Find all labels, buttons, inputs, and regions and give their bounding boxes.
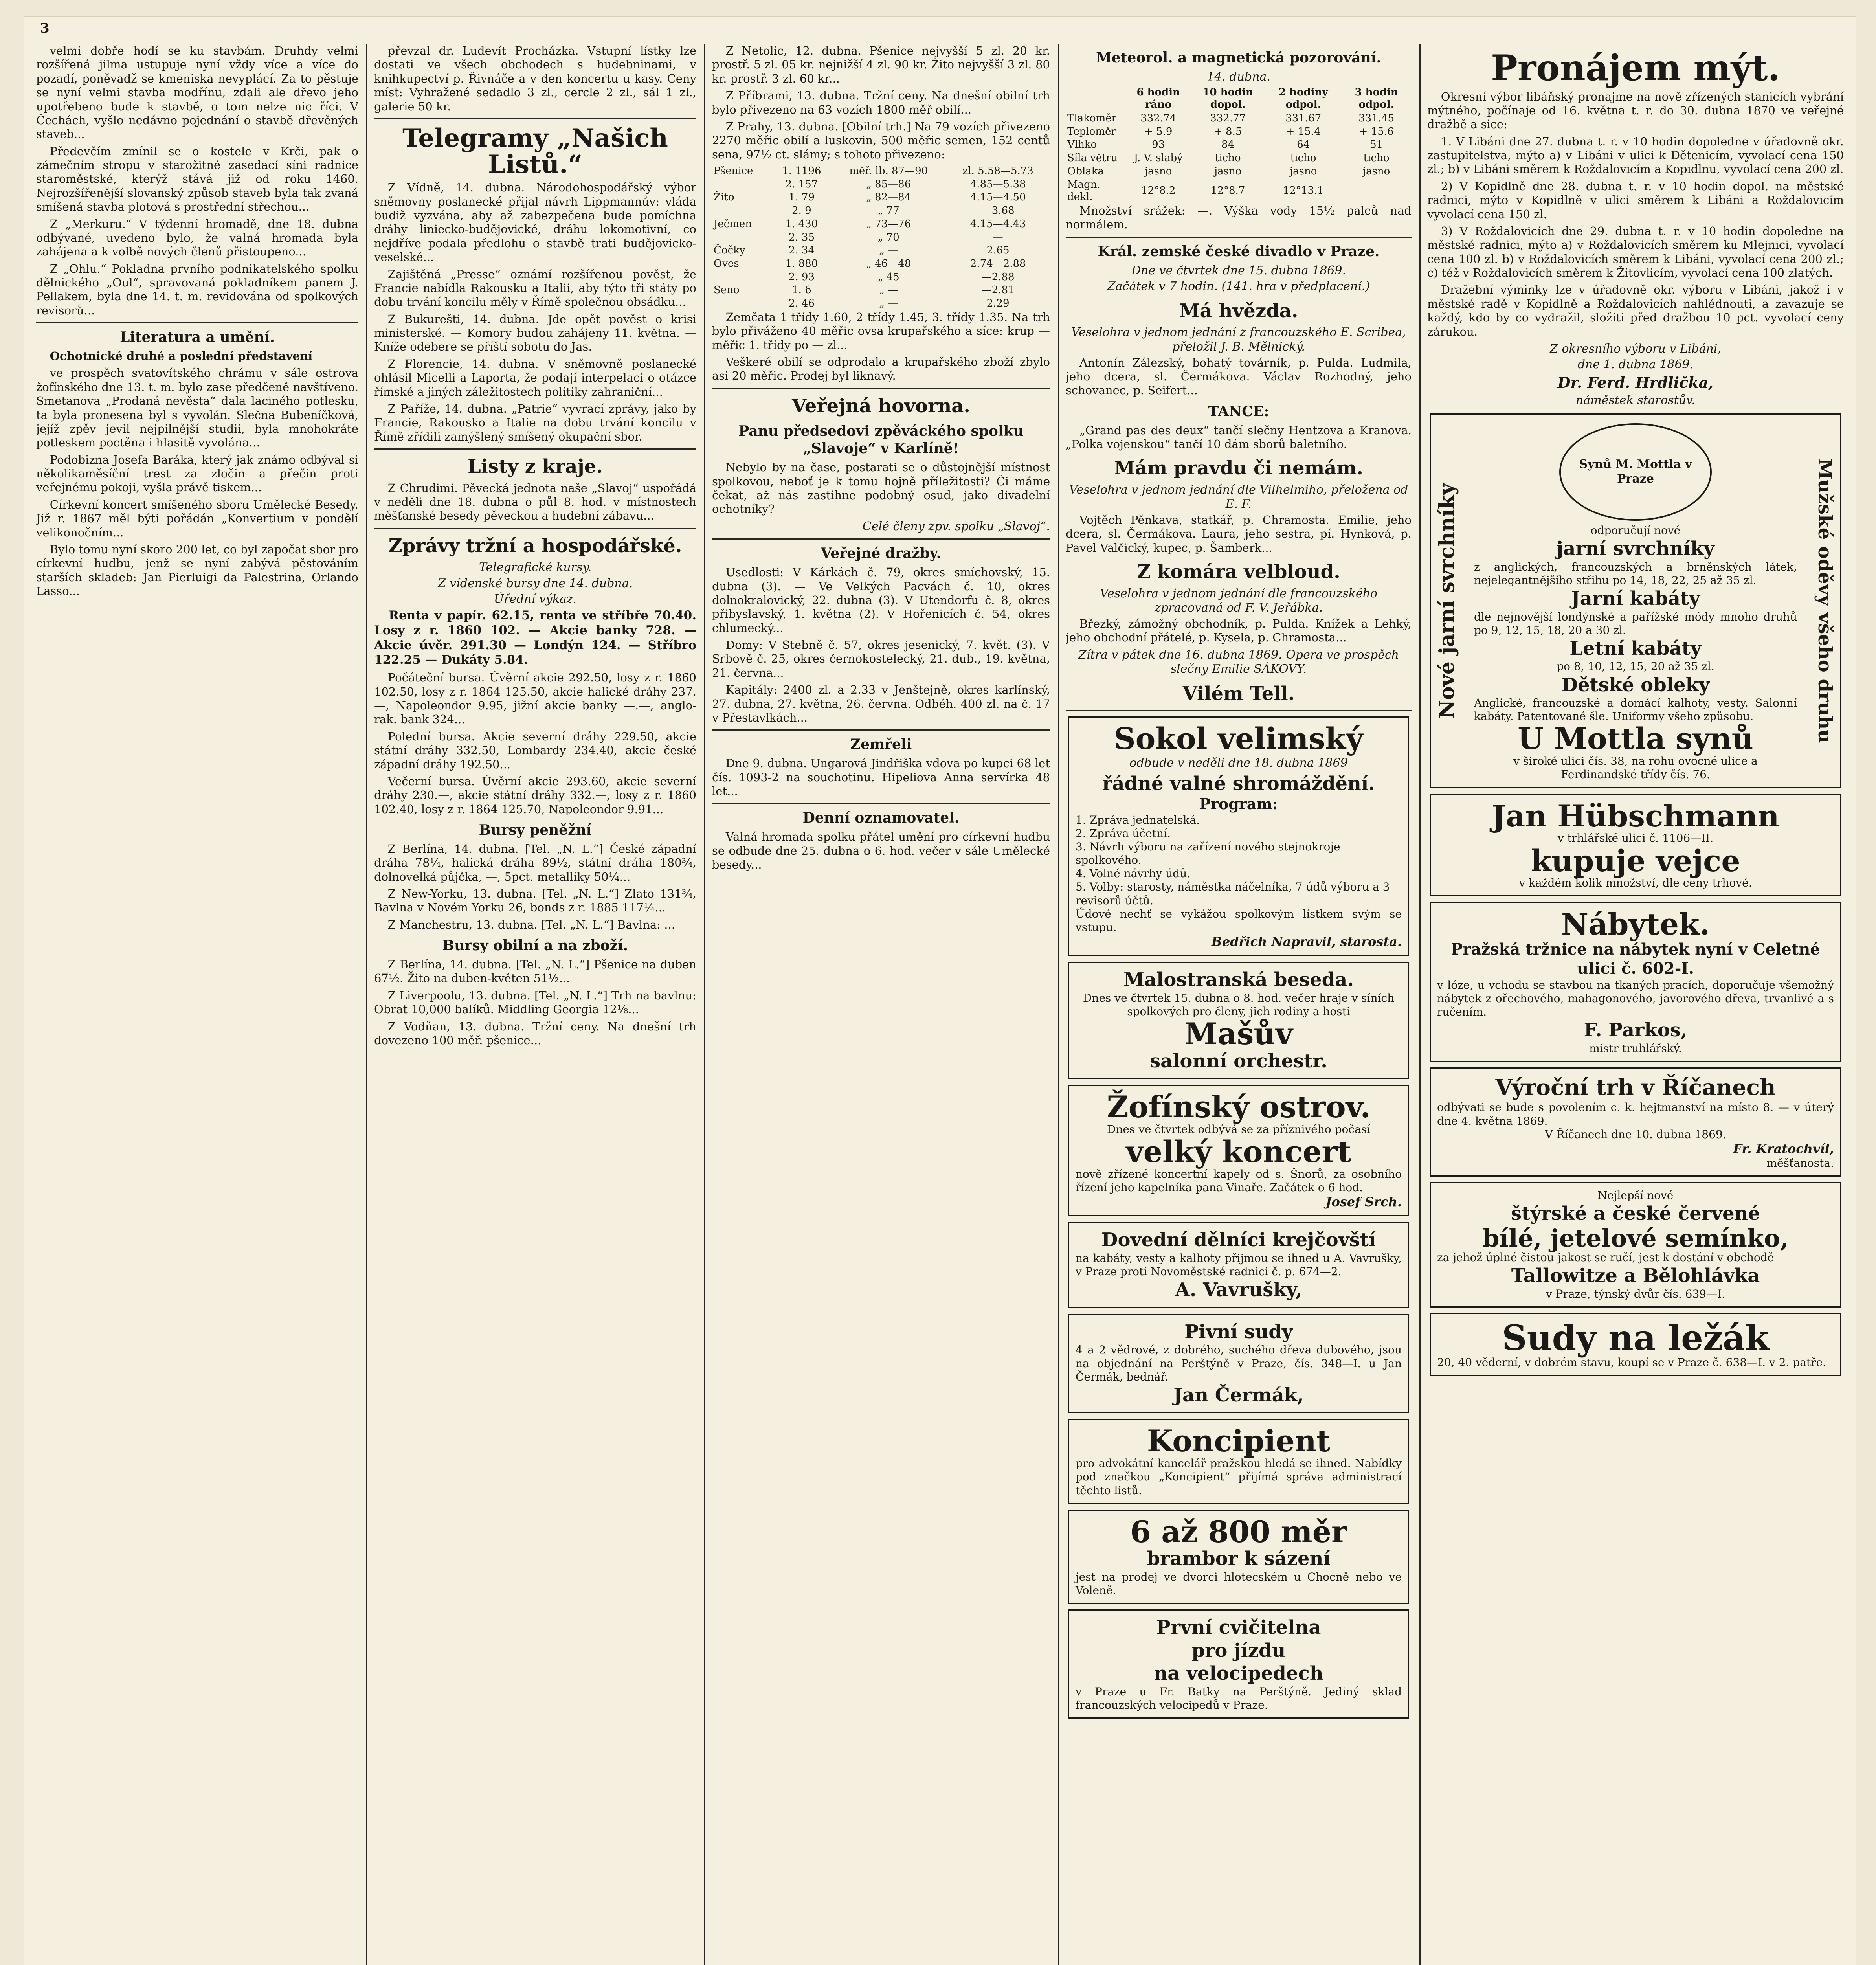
table-cell: 4.15—4.50 [970,191,1026,204]
market-paragraph: Z New-Yorku, 13. dubna. [Tel. „N. L.“] Zlato 131¾, Bavlna v Novém Yorku 26, bonds z r. 1885 117¼... [374,887,696,915]
toll-signature-2: dne 1. dubna 1869. [1577,358,1694,372]
section-heading-literature: Literatura a umění. [120,329,275,346]
list-item: 5. Volby: starosty, náměstka náčelníka, 7 údů výboru a 3 revisorů účtů. [1076,880,1390,907]
article-paragraph: velmi dobře hodí se ku stavbám. Druhdy velmi rozšířená jilma ustupuje nyní vždy více a více do pozadí, poněvadž se kmeniska nevyplácí. Za to pěstuje se nyní velmi stavba modřínu, zdali ale dřevo jeho upotřebeno bude k stavbě, o tom nelze nic říci. V Čechách, vyšlo nedávno pojednání o stavbě dřevěných staveb... [36,44,358,141]
ad-seeds-desc: za jehož úplné čistou jakost se ručí, jest k dostání v obchodě [1437,1251,1774,1264]
article-paragraph: Z „Merkuru.“ V týdenní hromadě, dne 18. dubna odbývané, uvedeno bylo, že valná hromada byla zahájena a k volbě nových členů přistoupeno... [36,217,358,259]
table-cell: jasno [1145,165,1172,177]
ad-seeds [1430,1182,1841,1308]
table-cell: + 15.4 [1286,125,1321,138]
ad-zofin-main: velký koncert [1126,1134,1351,1170]
subheading-telegraph-rates: Telegrafické kursy. [479,560,592,575]
ad-potatoes-desc: jest na prodej ve dvorci hlotecském u Chocně nebo ve Voleně. [1076,1570,1402,1597]
section-heading-public-forum: Veřejná hovorna. [791,395,971,417]
ad-fair-desc: odbývati se bude s povolením c. k. hejtmanství na místo 8. — v úterý dne 4. května 1869. [1437,1101,1834,1128]
forum-subheading: Panu předsedovi zpěváckého spolku „Slavoje“ v Karlíně! [738,423,1024,457]
section-heading-auctions: Veřejné dražby. [821,545,942,562]
table-cell: 2. 35 [788,231,815,243]
table-row [712,231,1050,244]
table-cell: 4.85—5.38 [970,178,1026,190]
tomorrow-play: Vilém Tell. [1182,682,1295,705]
table-cell: 332.74 [1140,112,1177,124]
section-heading-market: Zprávy tržní a hospodářské. [388,534,682,557]
ad-hubschmann-sub: v trhlářské ulici č. 1106—II. [1557,832,1714,845]
grain-price-table [712,165,1050,310]
ad-barrels [1068,1314,1409,1414]
ad-potatoes-title: 6 až 800 měr [1130,1514,1347,1549]
table-header-cell: 3 hodin odpol. [1341,86,1412,112]
table-cell: —3.68 [981,205,1015,217]
ad-koncipient [1068,1419,1409,1504]
table-cell: 2. 93 [788,271,815,283]
market-paragraph: Z Příbrami, 13. dubna. Tržní ceny. Na dnešní obilní trh bylo přivezeno na 63 vozích 1800 měř obilí... [712,89,1050,116]
ad-hubschmann-desc: v každém kolik množství, dle ceny trhové. [1519,876,1752,890]
separator [712,538,1050,540]
ad-velocipede [1068,1609,1409,1719]
table-cell: 2. 46 [788,298,815,310]
market-paragraph: Z Liverpoolu, 13. dubna. [Tel. „N. L.“] Trh na bavlnu: Obrat 10,000 balíků. Middling Georgia 12⅛... [374,988,696,1016]
ad-sokol-signature: Bedřich Napravil, starosta. [1211,934,1402,949]
list-item: 2. Zpráva účetní. [1076,826,1171,840]
table-cell: „ 77 [877,205,899,217]
table-cell: Síla větru [1067,152,1118,164]
separator [374,448,696,450]
ad-furniture [1430,902,1841,1062]
separator [374,528,696,529]
column-5 [1427,44,1844,1965]
ad-zofin [1068,1085,1409,1216]
table-row [712,178,1050,191]
section-heading-announcements: Denní oznamovatel. [802,810,960,826]
ad-hubschmann-main: kupuje vejce [1531,843,1740,878]
list-item: 3) V Roždalovicích dne 29. dubna t. r. v 10 hodin dopoledne na městské radnici, mýto a) v Roždalovicích směrem ku Mlejnici, vyvolací cena 100 zl. b) v Roždalovicích směrem k Libáni, vyvolací cena 200 zl.; c) též v Roždalovicích směrem k Žitovlicím, vyvolací cena 100 zlatých. [1427,224,1844,279]
column-1 [36,44,358,1965]
subheading-vienna-exchange: Z vídenské bursy dne 14. dubna. [437,576,633,590]
section-heading-regional: Listy z kraje. [467,455,603,477]
table-cell: 2.65 [986,244,1010,257]
subheading-grain-exchange: Bursy obilní a na zboží. [442,937,628,954]
auction-text: Kapitály: 2400 zl. a 2.33 v Jenštejně, okres karlínský, 27. dubna, 27. května, 26. června. Odbéh. 400 zl. na č. 17 v Přestavlkách... [712,683,1050,724]
article-paragraph: převzal dr. Ludevít Procházka. Vstupní lístky lze dostati ve všech obchodech s hudebninami, v knihkupectví p. Řivnáče a v den koncertu u kasy. Ceny míst: Vyhražené sedadlo 3 zl., cercle 2 zl., sál 1 zl., galerie 50 kr. [374,44,696,113]
column-4 [1066,44,1412,1965]
table-cell: Oves [714,258,739,270]
column-3 [712,44,1050,1965]
table-row [712,244,1050,257]
table-cell: 332.77 [1210,112,1246,124]
article-paragraph: Předevčím zmínil se o kostele v Krči, pak o zámečním stropu v starožitné zasedací síni radnice staroměstské, kterýž stává již od roku 1460. Nejrozšířenější slovanský způsob staveb byla tak zvaná smíšená stavba plotová s prostřední střechou... [36,144,358,214]
table-cell: 2. 9 [792,205,811,217]
ad-zofin-title: Žofínský ostrov. [1107,1089,1371,1125]
table-cell: 93 [1152,139,1165,151]
telegram-item: Zajištěná „Presse“ oznámí rozšířenou pověst, že Francie nabídla Rakousku a Italii, aby týto tři státy po dobu trvání koncilu měly v Římě společnou obsádku... [374,267,696,309]
table-cell: 12°13.1 [1283,185,1324,197]
column-rule [704,44,705,1965]
table-cell: + 8.5 [1213,125,1242,138]
market-paragraph: Veškeré obilí se odprodalo a krupařského zboží zbylo asi 20 měřic. Prodej byl liknavý. [712,355,1050,383]
table-cell: 1. 430 [785,218,818,230]
separator [712,803,1050,804]
meteo-title: Meteorol. a magnetická pozorování. [1096,50,1381,66]
table-cell: „ 82—84 [866,191,911,204]
table-cell: Magn. dekl. [1067,178,1100,203]
ad-furniture-title: Nábytek. [1561,907,1710,942]
ad-beseda-title: Malostranská beseda. [1123,969,1354,991]
ad-beseda-main2: salonní orchestr. [1150,1050,1327,1072]
rates-paragraph: Renta v papír. 62.15, renta ve stříbře 70.40. Losy z r. 1860 102. — Akcie banky 728. — Akcie úvěr. 291.30 — Londýn 124. — Stříbro 122.25 — Dukáty 5.84. [374,608,696,667]
toll-title: Pronájem mýt. [1491,47,1780,89]
table-row [1066,112,1412,125]
table-cell: Žito [714,191,734,204]
section-heading-deaths: Zemřeli [850,736,912,753]
table-cell: Ječmen [714,218,752,230]
ad-lager-desc: 20, 40 věderní, v dobrém stavu, koupí se v Praze č. 638—I. v 2. patře. [1437,1356,1826,1369]
table-cell: —2.81 [981,284,1015,296]
ad-fair [1430,1067,1841,1177]
table-cell: 84 [1221,139,1235,151]
ad-potatoes-main: brambor k sázení [1147,1548,1331,1570]
play2-title: Mám pravdu či nemám. [1114,457,1363,479]
table-cell: + 15.6 [1359,125,1394,138]
table-cell: Vlhko [1067,139,1097,151]
meteo-date: 14. dubna. [1207,70,1270,84]
list-item: 4. Volné návrhy údů. [1076,867,1191,880]
ad-fair-title: Výroční trh v Říčanech [1495,1074,1776,1101]
list-item: 2) V Kopidlně dne 28. dubna t. r. v 10 hodin dopol. na městské radnici, mýto v Kopidlně v ulici směrem k Libáni a Roždalovicím vyvolací cena 150 zl. [1427,179,1844,221]
table-cell: 51 [1370,139,1383,151]
ad-mottl-addr: v široké ulici čís. 38, na rohu ovocné ulice a Ferdinandské třídy čís. 76. [1513,755,1758,781]
table-cell: ticho [1363,152,1390,164]
table-row [712,218,1050,231]
table-row [712,257,1050,271]
list-item: 3. Návrh výboru na zařízení nového stejnokroje spolkového. [1076,840,1340,867]
table-row [712,297,1050,310]
ad-sokol-program-title: Program: [1199,795,1278,813]
table-cell: 331.45 [1358,112,1395,124]
toll-items [1427,135,1844,280]
ad-mottl-text6: Letní kabáty [1569,637,1702,659]
separator [374,118,696,119]
column-rule [1058,44,1059,1965]
newspaper-page [24,16,1856,1965]
table-cell: 1. 1196 [782,165,821,177]
ad-hubschmann-title: Jan Hübschmann [1492,798,1779,834]
ad-zofin-sub: Dnes ve čtvrtek odbývá se za příznivého počasí [1107,1123,1371,1136]
ad-fair-name: Fr. Kratochvíl, [1733,1141,1834,1156]
subheading-official: Úřední výkaz. [494,592,577,606]
ad-beseda-main: Mašův [1184,1016,1293,1051]
table-header-cell: 6 hodin ráno [1126,86,1190,112]
ad-sokol [1068,716,1409,956]
table-row [712,284,1050,297]
ad-seeds-name: Tallowitze a Bělohlávka [1511,1264,1760,1287]
table-cell: Tlakoměr [1067,112,1117,124]
table-cell: jasno [1362,165,1390,177]
table-row [712,204,1050,218]
ad-hubschmann [1430,794,1841,897]
article-paragraph: Podobizna Josefa Baráka, který jak známo odbýval si několikaměsíční trest za zločin a přečin proti veřejnému pokoji, vyšla právě tiskem... [36,453,358,494]
ad-sokol-program [1076,814,1402,907]
ad-mottl [1430,413,1841,788]
ad-mottl-text4: Jarní kabáty [1571,588,1700,610]
table-cell: jasno [1290,165,1317,177]
article-paragraph: ve prospěch svatovítského chrámu v sále ostrova žofínského dne 13. t. m. bylo zase předčeně navštíveno. Smetanova „Prodaná nevěsta“ dala laciného potlesku, ta byla pronesena byl s vyvolán. Slečna Bubeníčková, jejíž zpěv jevil nejpilnější studii, byla mnohokráte potleskem poctěna i hlasitě vyvolána... [36,366,358,450]
play3-desc: Veselohra v jednom jednání dle francouzského zpracovaná od F. V. Jeřábka. [1100,586,1378,615]
table-header-cell [1066,86,1126,112]
ad-beseda-sub: Dnes ve čtvrtek 15. dubna o 8. hod. večer hraje v síních spolkových pro členy, jich rodiny a hosti [1083,991,1395,1018]
table-row [1066,165,1412,178]
toll-signature-3: Dr. Ferd. Hrdlička, [1557,374,1714,392]
page-number: 3 [40,20,50,36]
tomorrow-note: Zítra v pátek dne 16. dubna 1869. Opera ve prospěch slečny Emilie SÁKOVY. [1078,648,1399,676]
theater-start: Začátek v 7 hodin. (141. hra v předplacení.) [1107,279,1370,294]
table-cell: měř. lb. 87—90 [849,165,928,177]
table-cell: jasno [1214,165,1242,177]
table-cell: 12°8.2 [1141,185,1176,197]
ad-velocipede-desc: v Praze u Fr. Batky na Perštýně. Jediný sklad francouzských velocipedů v Praze. [1076,1685,1402,1712]
ad-seeds-title: Nejlepší nové [1597,1189,1674,1202]
table-cell: „ 46—48 [866,258,911,270]
table-cell [712,204,772,218]
table-row [1066,138,1412,152]
telegram-item: Z Bukurešti, 14. dubna. Jde opět pověst o krisi ministerské. — Komory budou zahájeny 11. května. — Kníže odebere se příští sobotu do Jas. [374,312,696,354]
auction-text: Usedlosti: V Kárkách č. 79, okres smíchovský, 15. dubna (3). — Ve Velkých Pacvách č. 10, okres dolnokralovický, 22. dubna (3). V Utendorfu č. 8, okres přibyslavský, 1. května (2). V Hořenicích č. 54, okres chlumecký... [712,566,1050,635]
regional-item: Z Chrudimi. Pěvecká jednota naše „Slavoj“ uspořádá v neděli dne 18. dubna o půl 8. hod. v místnostech měšťanské besedy pěveckou a hudební zábavu... [374,481,696,523]
subheading-money-exchange: Bursy peněžní [479,822,592,838]
table-cell: 2.74—2.88 [970,258,1026,270]
table-row [1066,125,1412,139]
market-paragraph: Z Berlína, 14. dubna. [Tel. „N. L.“] Pšenice na duben 67½. Žito na duben-květen 51½... [374,958,696,985]
ad-potatoes [1068,1510,1409,1604]
ad-mottl-text2: jarní svrchníky [1556,538,1715,560]
ad-seeds-addr: v Praze, týnský dvůr čís. 639—I. [1546,1287,1725,1300]
separator [712,388,1050,389]
separator [1066,710,1412,711]
ad-seeds-main2: bílé, jetelové semínko, [1482,1223,1789,1252]
ad-furniture-sub: Pražská tržnice na nábytek nyní v Celetné ulici č. 602-I. [1451,940,1820,978]
ad-furniture-desc: v lóze, u vchodu se stavbou na tkaných pracích, doporučuje všemožný nábytek z ořechového, mahagonového, javorového dřeva, trvanlivé a s ručením. [1437,978,1834,1019]
separator [1066,237,1412,238]
theater-date: Dne ve čtvrtek dne 15. dubna 1869. [1131,263,1346,277]
auction-text: Domy: V Stebně č. 57, okres jesenický, 7. květ. (3). V Srbově č. 25, okres černokostelecký, 21. dub., 19. května, 21. června... [712,638,1050,679]
ad-seeds-main1: štýrské a české červené [1511,1203,1760,1225]
theater-cast: Antonín Zálezský, bohatý továrník, p. Pulda. Ludmila, jeho dcera, sl. Čermákova. Václav Rozhodný, jeho schovanec, p. Seifert... [1066,356,1412,397]
ad-velocipede-main: pro jízdu [1191,1639,1286,1662]
market-paragraph: Z Prahy, 13. dubna. [Obilní trh.] Na 79 vozích přivezeno 2270 měřic obilí a luskovin, 500 měřic semen, 152 centů sena, 97½ ct. slámy; s tohoto přivezeno: [712,119,1050,161]
table-cell: 331.67 [1285,112,1322,124]
column-2 [374,44,696,1965]
article-paragraph: Církevní koncert smíšeného sboru Umělecké Besedy. Již r. 1867 měl býti pořádán „Konvertium v pondělí velikonočním... [36,498,358,539]
ad-barrels-desc: 4 a 2 vědrové, z dobrého, suchého dřeva dubového, jsou na objednání na Perštýně v Praze, čís. 348—I. u Jan Čermák, bednář. [1076,1343,1402,1383]
ad-koncipient-desc: pro advokátní kancelář pražskou hledá se ihned. Nabídky pod značkou „Koncipient“ přijímá správa administrací těchto listů. [1076,1457,1402,1497]
ad-sokol-main: řádné valné shromáždění. [1102,772,1375,795]
ad-beseda [1068,962,1409,1079]
table-row [712,165,1050,178]
ad-sokol-note: Údové nechť se vykážou spolkovým lístkem svým se vstupu. [1076,907,1402,934]
table-cell: 2.29 [986,298,1010,310]
table-cell: ticho [1290,152,1316,164]
table-cell: „ 70 [877,231,899,243]
table-cell: Čočky [714,244,745,257]
table-cell: 2. 34 [788,244,815,257]
section-heading-telegrams: Telegramy „Našich Listů.“ [402,123,668,180]
ad-tailors-title: Dovední dělníci krejčovští [1101,1229,1376,1251]
market-paragraph: Počáteční bursa. Úvěrní akcie 292.50, losy z r. 1860 102.50, losy z r. 1864 125.50, akcie halické dráhy 237.—, Napoleondor 9.95, jižní akcie banky —.—, anglo-rak. bank 324... [374,671,696,726]
ad-velocipede-main2: na velocipedech [1154,1662,1323,1685]
forum-text: Nebylo by na čase, postarati se o důstojnější místnost spolkovou, neboť je k tomu hojně příležitosti? Či máme čekat, až nás zastihne podobný osud, jako divadelní ochotníky? [712,461,1050,516]
table-cell [712,231,772,244]
play3-title: Z komára velbloud. [1137,561,1340,583]
play2-cast: Vojtěch Pěnkava, statkář, p. Chramosta. Emilie, jeho dcera, sl. Čermákova. Laura, jeho sestra, pí. Hynková, p. Pavel Valčický, kupec, p. Šamberk... [1066,513,1412,555]
table-cell: 2. 157 [785,178,818,190]
table-cell: 1. 6 [792,284,811,296]
table-cell: 12°8.7 [1210,185,1245,197]
table-cell: Seno [714,284,740,296]
play3-cast: Březký, zámožný obchodník, p. Pulda. Knížek a Lehký, jeho obchodní přátelé, p. Kysela, p. Chramosta... [1066,617,1412,645]
ad-zofin-desc: nově zřízené koncertní kapely od s. Šnorů, za osobního řízení jeho kapelníka pana Vinaře. Začátek o 6 hod. [1076,1168,1402,1194]
table-cell: „ 45 [877,271,899,283]
ad-lager-title: Sudy na ležák [1502,1317,1769,1358]
dances-text: „Grand pas des deux“ tančí slečny Hentzova a Kranova. „Polka vojenskou“ tančí 10 dám sborů baletního. [1066,423,1412,451]
theater-desc: Veselohra v jednom jednání z francouzského E. Scribea, přeložil J. B. Mělnický. [1071,325,1406,354]
ad-mottl-text7: po 8, 10, 12, 15, 20 až 35 zl. [1557,660,1714,673]
ad-velocipede-title: První cvičitelna [1156,1616,1321,1639]
table-cell: Pšenice [714,165,753,177]
ad-lager-barrels [1430,1313,1841,1376]
market-paragraph: Polední bursa. Akcie severní dráhy 229.50, akcie státní dráhy 332.50, Lombardy 234.40, akcie české západní dráhy 192.50... [374,729,696,771]
table-cell: zl. 5.58—5.73 [962,165,1033,177]
ad-sokol-title: Sokol velimský [1114,721,1364,757]
toll-signature-4: náměstek starostův. [1576,393,1695,408]
toll-signature-1: Z okresního výboru v Libáni, [1550,342,1721,356]
table-cell: 64 [1297,139,1310,151]
deaths-text: Dne 9. dubna. Ungarová Jindřiška vdova po kupci 68 let čís. 1093-2 na souchotinu. Hipeliova Anna servírka 48 let... [712,757,1050,798]
ad-mottl-text1: odporučují nové [1590,524,1681,537]
table-cell: 4.15—4.43 [970,218,1026,230]
table-cell: —2.88 [981,271,1015,283]
table-row [1066,152,1412,165]
list-item: 1. Zpráva jednatelská. [1076,813,1200,826]
table-cell: Teploměr [1067,125,1116,138]
ad-tailors-name: A. Vavrušky, [1175,1279,1302,1301]
market-paragraph: Večerní bursa. Úvěrní akcie 293.60, akcie severní dráhy 230.—, akcie státní dráhy 332.—, losy z r. 1860 102.40, losy z r. 1864 125.70, Napoleondor 9.91... [374,774,696,816]
list-item: 1. V Libáni dne 27. dubna t. r. v 10 hodin dopoledne v úřadovně okr. zastupitelstva, mýto a) v Libáni v ulici k Dětenicím, vyvolací cena 150 zl.; b) v Libáni směrem k Roždalovicím a Kopidlnu, vyvolací cena 200 zl. [1427,134,1844,176]
table-cell: ticho [1215,152,1241,164]
market-paragraph: Zemčata 1 třídy 1.60, 2 třídy 1.45, 3. třídy 1.35. Na trh bylo přiváženo 40 měřic ovsa krupařského a síce: krup — měřic 1. třídy po — zl... [712,310,1050,352]
ad-zofin-signature: Josef Srch. [1325,1194,1402,1210]
table-cell: Oblaka [1067,165,1104,177]
table-cell [712,178,772,191]
announcements-text: Valná hromada spolku přátel umění pro církevní hudbu se odbude dne 25. dubna o 6. hod. večer v sále Umělecké besedy... [712,830,1050,871]
table-cell [712,297,772,310]
separator [36,322,358,323]
telegram-item: Z Florencie, 14. dubna. V sněmovně poslanecké ohlásil Micelli a Laporta, že podají interpelaci o otázce římské a jiných záležitostech politiky zahraniční... [374,357,696,399]
dances-title: TANCE: [1208,403,1269,420]
ad-tailors [1068,1222,1409,1308]
ad-furniture-name: F. Parkos, [1584,1019,1687,1041]
ad-fair-date: V Říčanech dne 10. dubna 1869. [1545,1128,1726,1141]
ad-mottl-right-band: Mužské oděvy všeho druhu [1814,458,1836,743]
toll-note: Dražební výminky lze v úřadovně okr. výboru v Libáni, jakož i v městské radě v Kopidlně a Roždalovicích nahlédnouti, a zavazuje se každý, kdo by co vydražil, složiti před dražbou 10 pct. vyvolací ceny zárukou. [1427,283,1844,338]
ad-mottl-seal: Synů M. Mottla v Praze [1559,423,1712,521]
market-paragraph: Z Netolic, 12. dubna. Pšenice nejvyšší 5 zl. 20 kr. prostř. 5 zl. 05 kr. nejnižší 4 zl. 90 kr. Žito nejvyšší 3 zl. 80 kr. prostř. 3 zl. 60 kr... [712,44,1050,85]
ad-barrels-name: Jan Čermák, [1173,1384,1304,1406]
table-cell: „ — [879,284,898,296]
ad-mottl-left-band: Nové jarní svrchníky [1435,483,1459,719]
ad-furniture-sig: mistr truhlářský. [1589,1041,1682,1055]
telegram-item: Z Vídně, 14. dubna. Národohospodářský výbor sněmovny poslanecké přijal návrh Lippmannův: vláda budiž vyzvána, aby až zabezpečena bude pomíchna dráhy liniecko-budějovické, dráhu lokomotivní, co nejdříve podala předlohu o stavbě trati budějovicko-veselské... [374,181,696,264]
table-cell: + 5.9 [1144,125,1173,138]
ad-mottl-text3: z anglických, francouzských a brněnských látek, nejelegantnějšího střihu po 14, 18, 22, 25 až 35 zl. [1474,560,1797,587]
ad-mottl-name: U Mottla synů [1518,721,1753,757]
table-cell: 1. 880 [785,258,818,270]
separator [712,729,1050,731]
article-paragraph: Bylo tomu nyní skoro 200 let, co byl započat sbor pro církevní hudbu, jenž se nyní zabývá pěstováním starších skladeb: Jan Pierluigi da Palestrina, Orlando Lasso... [36,542,358,598]
table-header-cell: 10 hodin dopol. [1190,86,1265,112]
ad-sokol-sub: odbude v neděli dne 18. dubna 1869 [1129,756,1348,770]
column-rule [366,44,367,1965]
table-cell: — [1371,185,1382,197]
theater-title: Král. zemské české divadlo v Praze. [1098,243,1380,260]
table-cell: J. V. slabý [1134,152,1183,164]
table-row [712,191,1050,204]
forum-signature: Celé členy zpv. spolku „Slavoj“. [862,519,1050,533]
article-title: Ochotnické druhé a poslední představení [50,349,313,363]
ad-fair-sig: měšťanosta. [1766,1156,1834,1170]
ad-barrels-title: Pivní sudy [1184,1320,1293,1343]
market-paragraph: Z Berlína, 14. dubna. [Tel. „N. L.“] České západní dráha 78¼, halická dráha 89½, státní dráha 180¾, dolnovelká půjčka, —, 5pct. metalliky 50¼... [374,842,696,883]
table-cell: „ 73—76 [866,218,911,230]
toll-text: Okresní výbor libáňský pronajme na nově zřízených stanicích vybrání mýtného, počínaje od 16. května t. r. do 30. dubna 1870 ve veřejné dražbě a sice: [1427,90,1844,131]
play2-desc: Veselohra v jednom jednání dle Vilhelmiho, přeložena od E. F. [1069,483,1408,511]
market-paragraph: Z Manchestru, 13. dubna. [Tel. „N. L.“] Bavlna: ... [387,918,675,931]
meteo-note: Množství srážek: —. Výška vody 15½ palců nad normálem. [1066,204,1412,231]
market-paragraph: Z Vodňan, 13. dubna. Tržní ceny. Na dnešní trh dovezeno 100 měř. pšenice... [374,1019,696,1047]
ad-mottl-text5: dle nejnovější londýnské a pařížské módy mnoho druhů po 9, 12, 15, 18, 20 a 30 zl. [1474,610,1797,637]
table-cell: „ 85—86 [866,178,911,190]
table-cell: „ — [879,244,898,257]
meteo-table [1066,86,1412,204]
column-rule [1419,44,1421,1965]
telegram-item: Z Paříže, 14. dubna. „Patrie“ vyvrací zprávy, jako by Francie, Rakousko a Italie na dobu trvání koncilu v Římě zřídili zamýšlený smíšený okupační sbor. [374,402,696,443]
table-row [1066,178,1412,204]
table-cell: „ — [879,298,898,310]
table-cell [712,271,772,284]
ad-mottl-text8: Dětské obleky [1561,674,1710,696]
article-paragraph: Z „Ohlu.“ Pokladna prvního podnikatelského spolku dělnického „Oul“, spravovaná pokladníkem panem J. Pellakem, byla dne 14. t. m. revidována od spolkových revisorů... [36,262,358,317]
table-cell: — [993,231,1003,243]
ad-mottl-text9: Anglické, francouzské a domácí kalhoty, vesty. Salonní kabáty. Patentované šle. Uniformy všeho způsobu. [1474,696,1797,723]
table-cell: 1. 79 [788,191,815,204]
ad-tailors-desc: na kabáty, vesty a kalhoty přijmou se ihned u A. Vavrušky, v Praze proti Novoměstské radnici č. p. 674—2. [1076,1251,1402,1278]
ad-koncipient-title: Koncipient [1147,1423,1331,1459]
table-header-cell: 2 hodiny odpol. [1265,86,1341,112]
table-row [712,271,1050,284]
theater-play: Má hvězda. [1179,299,1298,322]
